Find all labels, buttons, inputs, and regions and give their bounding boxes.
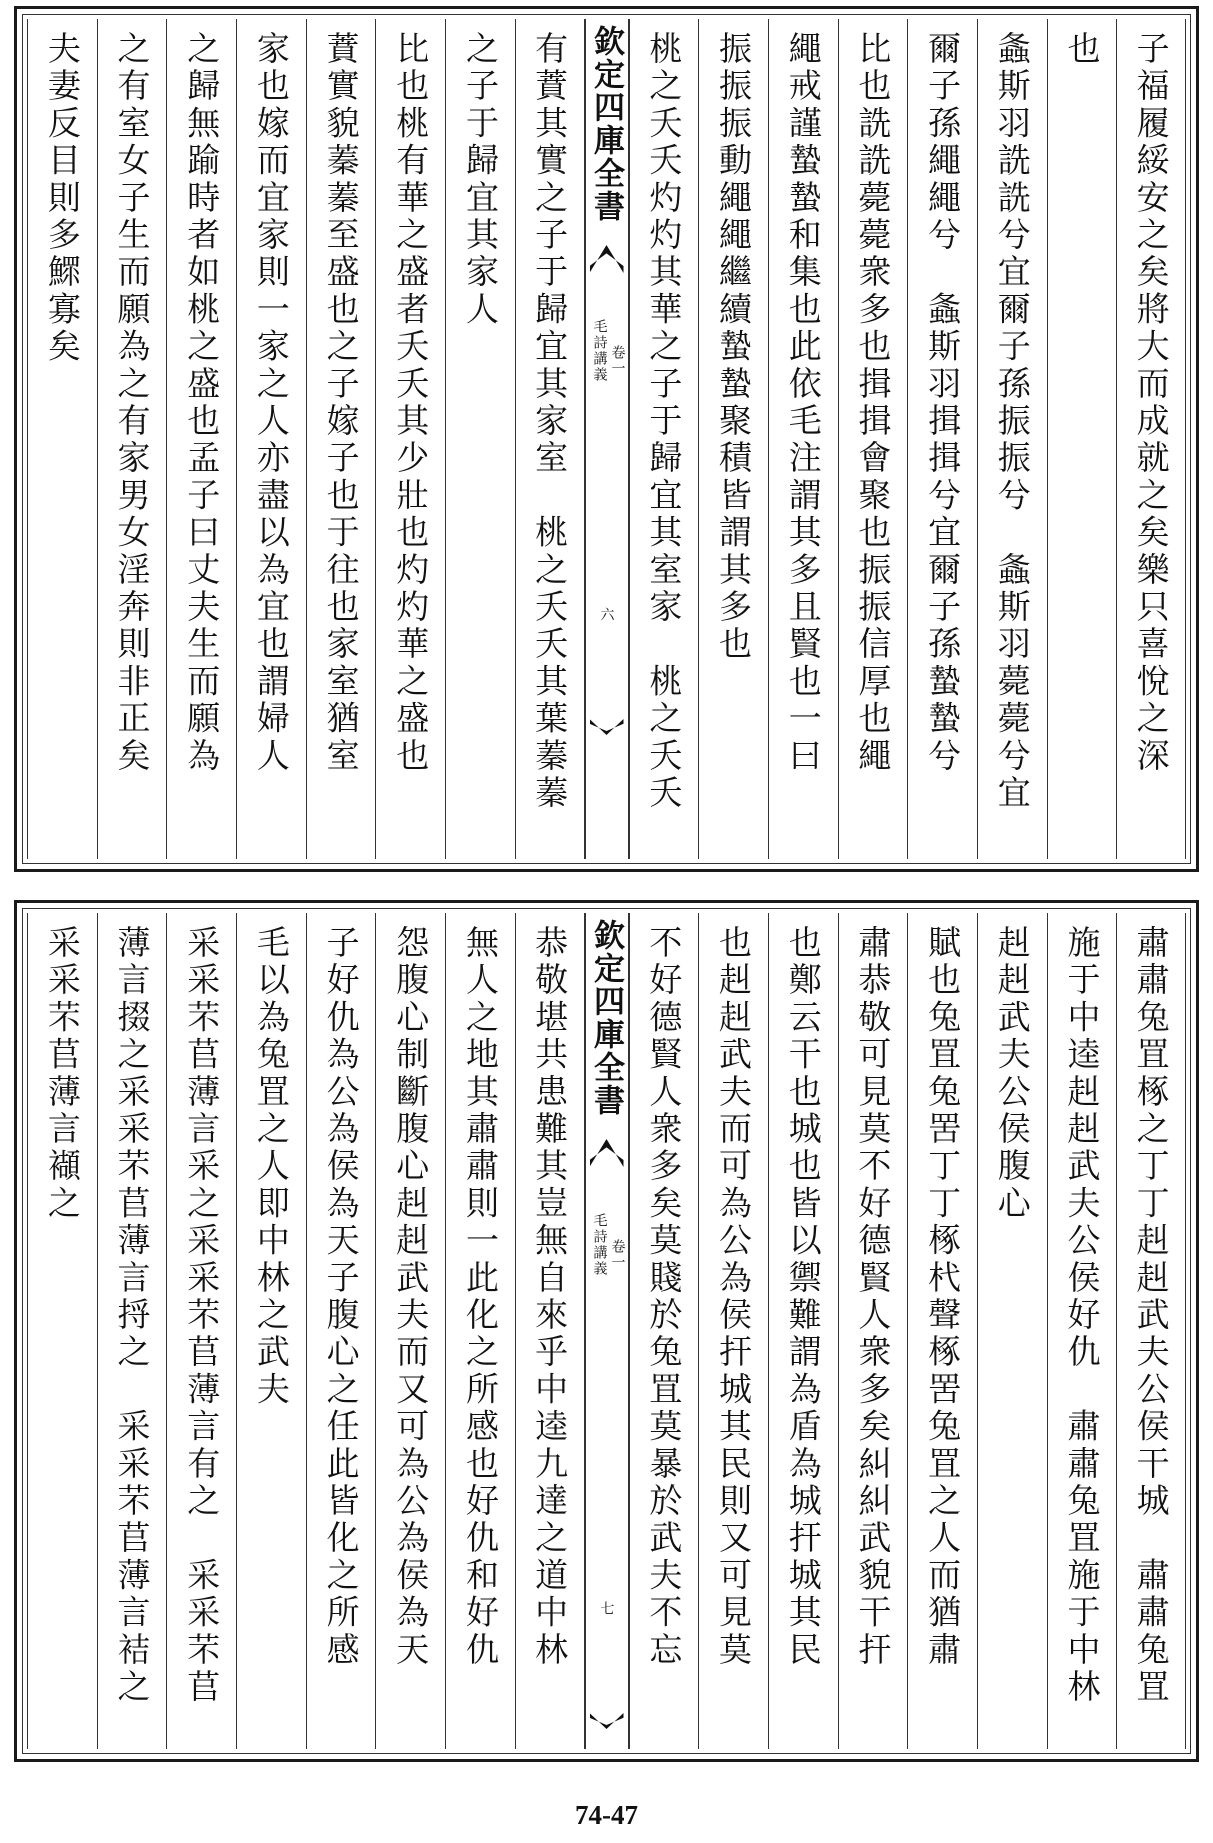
volume-label: 卷一	[609, 1239, 626, 1271]
center-title: 欽定四庫全書	[588, 25, 624, 223]
text-column: 肅肅兔罝椓之丁丁赳赳武夫公侯干城 肅肅兔罝	[1116, 913, 1186, 1749]
text-column: 比也詵詵薨薨衆多也揖揖會聚也振振信厚也繩	[838, 19, 908, 859]
fish-tail-top-icon	[590, 1139, 624, 1167]
text-column: 比也桃有華之盛者夭夭其少壯也灼灼華之盛也	[375, 19, 445, 859]
text-column: 毛以為兔罝之人即中林之武夫	[236, 913, 306, 1749]
page-lower	[14, 900, 1199, 1762]
text-column: 之有室女子生而願為之有家男女淫奔則非正矣	[97, 19, 167, 859]
page-footer-number: 74-47	[575, 1800, 638, 1830]
text-column: 桃之夭夭灼灼其華之子于歸宜其室家 桃之夭夭	[629, 19, 699, 859]
center-title: 欽定四庫全書	[588, 919, 624, 1117]
text-column: 不好德賢人衆多矣莫賤於兔罝莫暴於武夫不忘	[629, 913, 699, 1749]
fish-tail-bottom-icon	[590, 1713, 624, 1729]
left-half-columns	[27, 913, 585, 1749]
text-column: 采采芣苢薄言襭之	[27, 913, 97, 1749]
fish-tail-top-icon	[590, 245, 624, 273]
center-fold	[585, 913, 629, 1749]
text-column: 施于中逵赳赳武夫公侯好仇 肅肅兔罝施于中林	[1047, 913, 1117, 1749]
text-column: 也赳赳武夫而可為公為侯扞城其民則又可見莫	[698, 913, 768, 1749]
text-column: 子好仇為公為侯為天子腹心之任此皆化之所感	[306, 913, 376, 1749]
text-column: 怨腹心制斷腹心赳赳武夫而又可為公為侯為天	[375, 913, 445, 1749]
text-column: 也鄭云干也城也皆以禦難謂為盾為城扞城其民	[768, 913, 838, 1749]
right-half-columns	[629, 19, 1187, 859]
text-column: 振振振動繩繩繼續蟄蟄聚積皆謂其多也	[698, 19, 768, 859]
text-column: 恭敬堪共患難其豈無自來乎中逵九達之道中林	[515, 913, 585, 1749]
text-column: 也	[1047, 19, 1117, 859]
page-number: 七	[598, 1601, 615, 1615]
left-half-columns	[27, 19, 585, 859]
fish-tail-bottom-icon	[590, 719, 624, 735]
text-column: 賦也兔罝兔罟丁丁椓杙聲椓罟兔罝之人而猶肅	[907, 913, 977, 1749]
book-title: 毛詩講義	[591, 1213, 608, 1277]
volume-label: 卷一	[609, 345, 626, 377]
text-column: 夫妻反目則多鰥寡矣	[27, 19, 97, 859]
text-column: 肅恭敬可見莫不好德賢人衆多矣糾糾武貌干扞	[838, 913, 908, 1749]
text-column: 蕡實貌蓁蓁至盛也之子嫁子也于往也家室猶室	[306, 19, 376, 859]
page-number: 六	[598, 607, 615, 621]
book-title: 毛詩講義	[591, 319, 608, 383]
text-column: 之歸無踰時者如桃之盛也孟子曰丈夫生而願為	[166, 19, 236, 859]
text-column: 薄言掇之采采芣苢薄言捋之 采采芣苢薄言袺之	[97, 913, 167, 1749]
text-column: 采采芣苢薄言采之采采芣苢薄言有之 采采芣苢	[166, 913, 236, 1749]
text-column: 無人之地其肅肅則一此化之所感也好仇和好仇	[445, 913, 515, 1749]
text-column: 子福履綏安之矣將大而成就之矣樂只喜悅之深	[1116, 19, 1186, 859]
text-column: 有蕡其實之子于歸宜其家室 桃之夭夭其葉蓁蓁	[515, 19, 585, 859]
text-column: 繩戒謹蟄蟄和集也此依毛注謂其多且賢也一曰	[768, 19, 838, 859]
text-column: 赳赳武夫公侯腹心	[977, 913, 1047, 1749]
text-column: 爾子孫繩繩兮 螽斯羽揖揖兮宜爾子孫蟄蟄兮	[907, 19, 977, 859]
text-column: 之子于歸宜其家人	[445, 19, 515, 859]
text-column: 家也嫁而宜家則一家之人亦盡以為宜也謂婦人	[236, 19, 306, 859]
text-column: 螽斯羽詵詵兮宜爾子孫振振兮 螽斯羽薨薨兮宜	[977, 19, 1047, 859]
right-half-columns	[629, 913, 1187, 1749]
page-upper	[14, 6, 1199, 872]
center-fold	[585, 19, 629, 859]
